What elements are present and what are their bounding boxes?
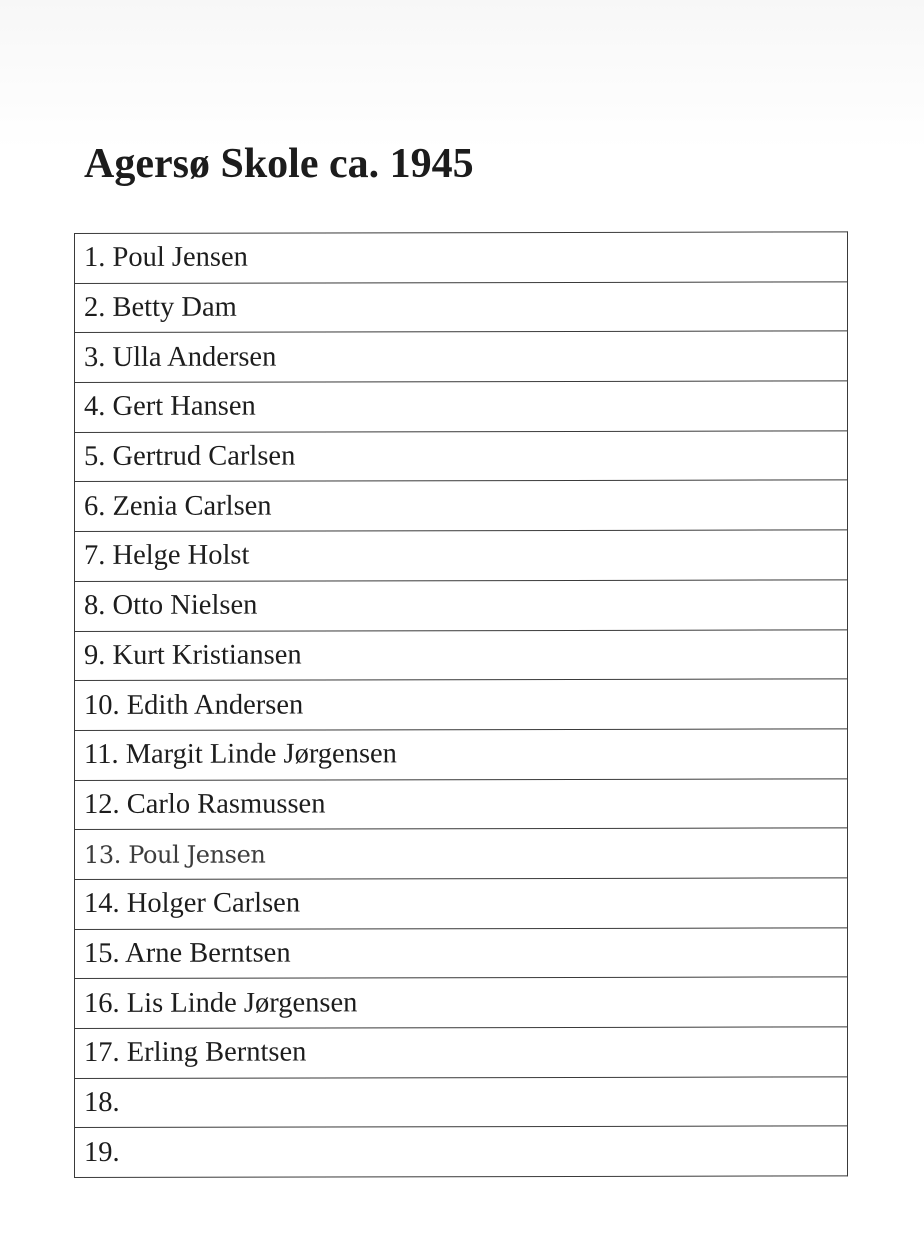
roster-entry: 8. Otto Nielsen [75,580,848,631]
table-row [75,778,848,829]
roster-table [74,231,848,1178]
table-row [75,331,848,382]
roster-entry: 6. Zenia Carlsen [75,480,848,531]
roster-entry: 5. Gertrud Carlsen [75,431,848,482]
roster-entry-empty: 18. [75,1077,848,1128]
table-row [75,580,848,631]
roster-entry-corrected: 13. Poul Jensen [75,828,848,879]
table-row [75,679,848,730]
table-row [75,828,848,879]
roster-entry: 16. Lis Linde Jørgensen [75,977,848,1028]
document-title: Agersø Skole ca. 1945 [84,141,474,187]
table-row [75,431,848,482]
roster-entry-empty: 19. [75,1126,848,1177]
table-row [75,1027,848,1078]
roster-entry: 17. Erling Berntsen [75,1027,848,1078]
roster-entry: 4. Gert Hansen [75,381,848,432]
roster-entry: 2. Betty Dam [75,282,848,333]
roster-entry: 12. Carlo Rasmussen [75,778,848,829]
table-row [75,977,848,1028]
roster-entry: 3. Ulla Andersen [75,331,848,382]
table-row [75,232,848,283]
table-row [75,530,848,581]
table-row [75,282,848,333]
roster-entry: 7. Helge Holst [75,530,848,581]
table-row [75,1077,848,1128]
table-row [75,629,848,680]
table-row [75,381,848,432]
table-row [75,928,848,979]
roster-entry: 9. Kurt Kristiansen [75,629,848,680]
roster-entry: 15. Arne Berntsen [75,928,848,979]
roster-entry: 11. Margit Linde Jørgensen [75,729,848,780]
roster-entry: 1. Poul Jensen [75,232,848,283]
table-row [75,729,848,780]
roster-entry: 10. Edith Andersen [75,679,848,730]
table-row [75,878,848,929]
table-row [75,480,848,531]
roster-entry: 14. Holger Carlsen [75,878,848,929]
table-row [75,1126,848,1177]
